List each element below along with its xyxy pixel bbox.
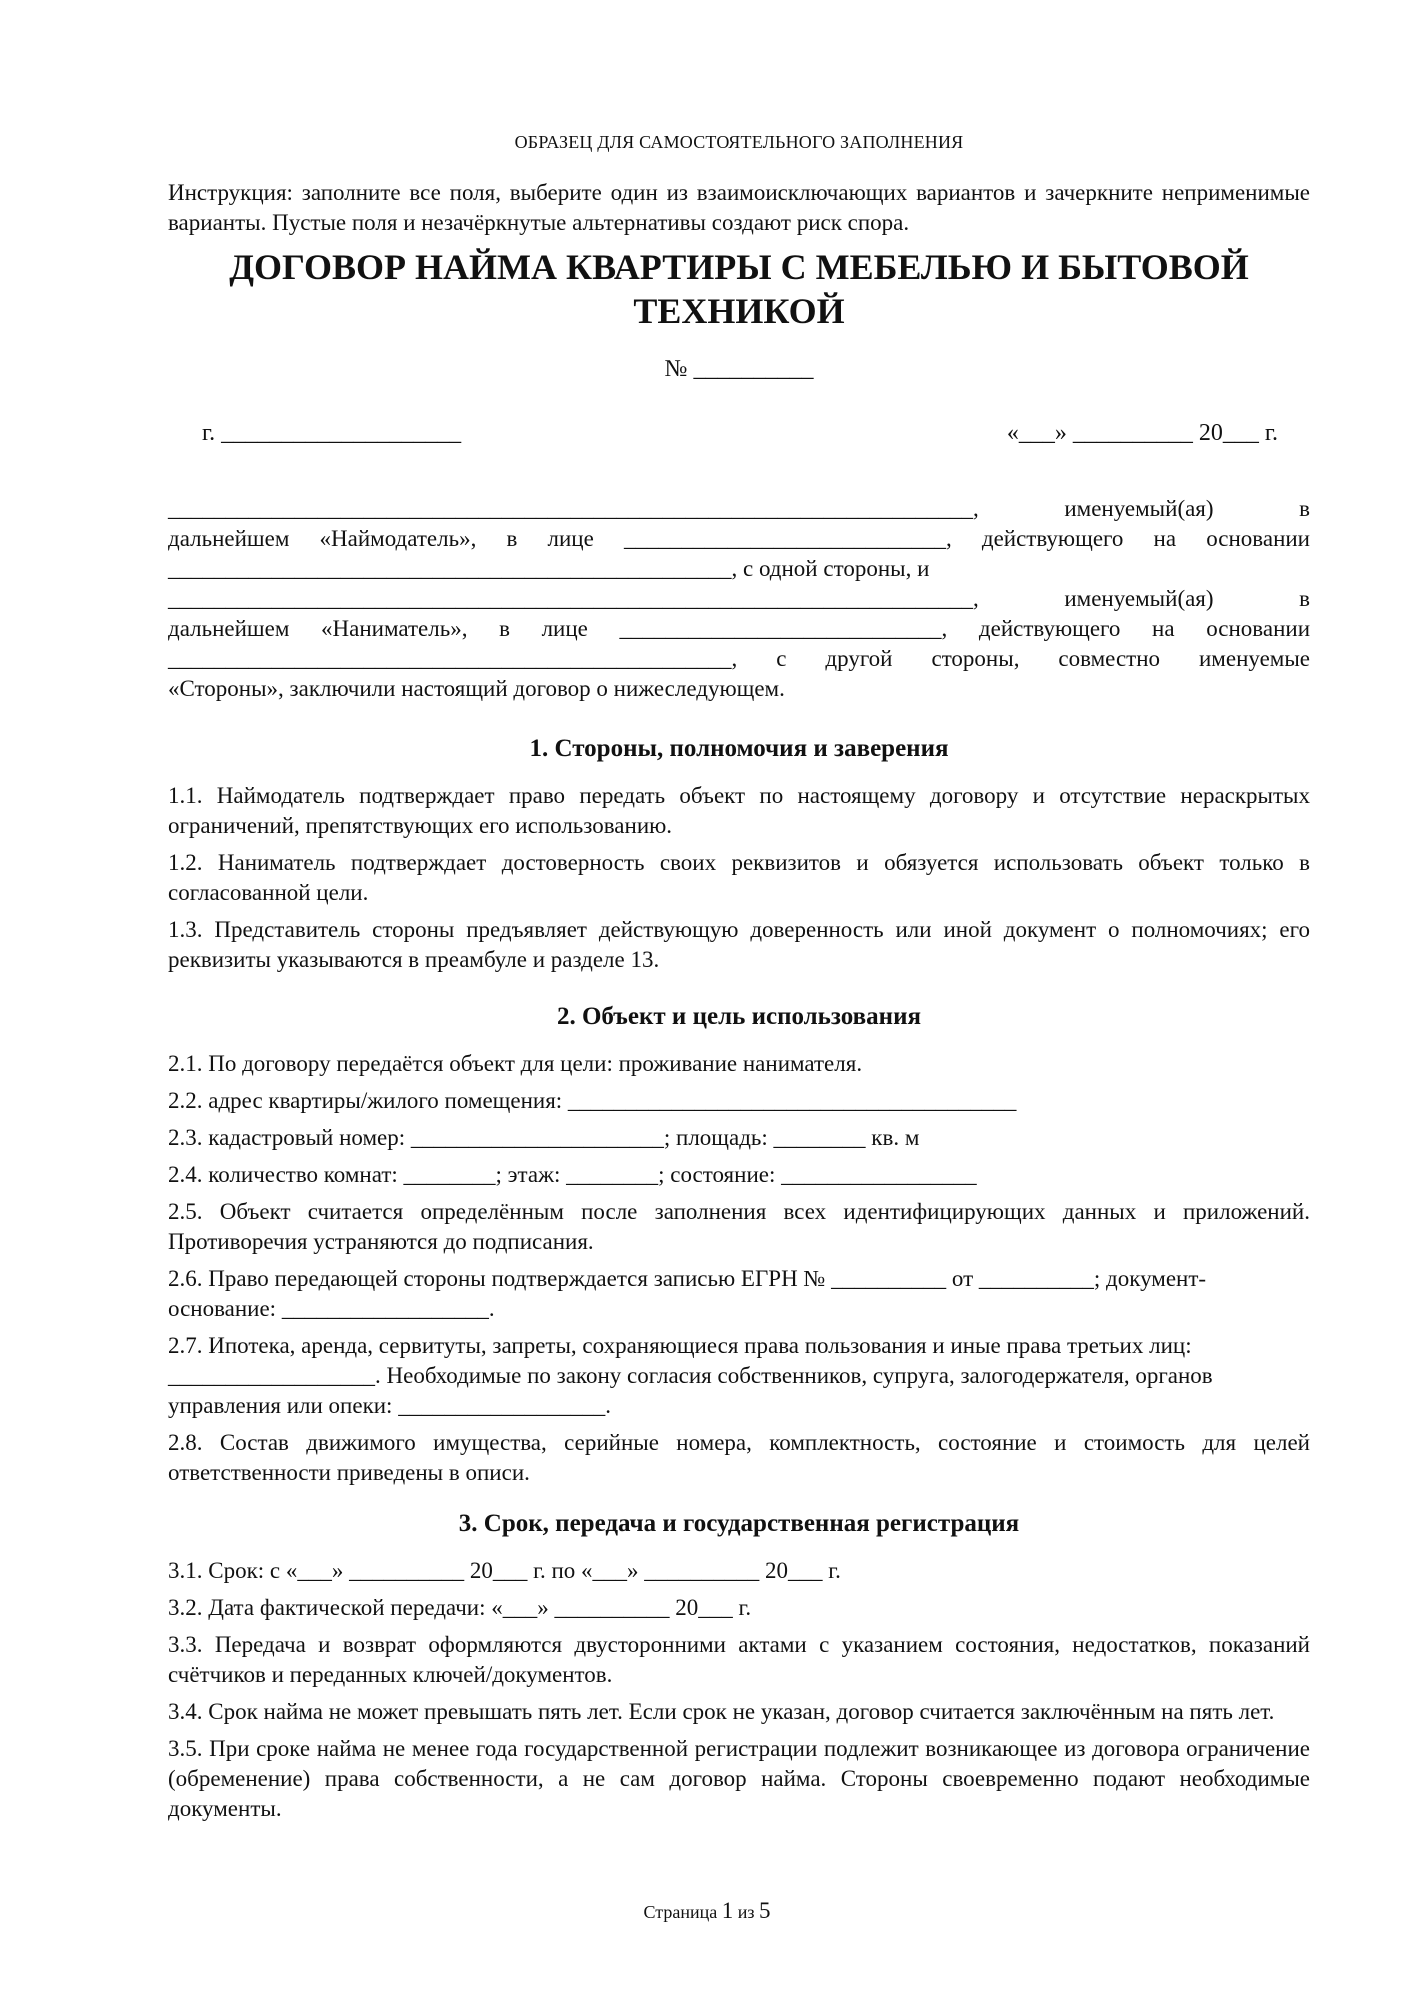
page-label: Страница xyxy=(643,1902,718,1922)
section-3 xyxy=(168,1508,1310,1831)
document-title: ДОГОВОР НАЙМА КВАРТИРЫ С МЕБЕЛЬЮ И БЫТОВОЙ ТЕХНИКОЙ xyxy=(229,247,1249,331)
clause-2-6: 2.6. Право передающей стороны подтверждается записью ЕГРН № __________ от __________; документ-основание: __________________. xyxy=(168,1266,1207,1321)
clause-2-2: 2.2. адрес квартиры/жилого помещения: _______________________________________ xyxy=(168,1088,1017,1113)
page-total: 5 xyxy=(758,1898,771,1923)
preamble-line: ______________________________________________________________________, именуемый(ая) в xyxy=(168,586,1310,611)
section-title: 2. Объект и цель использования xyxy=(556,1003,921,1030)
section-1 xyxy=(168,733,1310,982)
clause-1-2: 1.2. Наниматель подтверждает достоверность своих реквизитов и обязуется использовать объект только в согласованной цели. xyxy=(168,850,1310,905)
section-title: 3. Срок, передача и государственная регистрация xyxy=(458,1510,1020,1537)
page-footer xyxy=(0,1898,1414,1924)
preamble-line: _________________________________________________, с другой стороны, совместно именуемые xyxy=(168,646,1310,671)
clause-2-5: 2.5. Объект считается определённым после заполнения всех идентифицирующих данных и приложений. Противоречия устраняются до подписания. xyxy=(168,1199,1310,1254)
city-field: г. ____________________ xyxy=(202,420,462,446)
clause-3-4: 3.4. Срок найма не может превышать пять лет. Если срок не указан, договор считается заключённым на пять лет. xyxy=(168,1699,1275,1724)
preamble xyxy=(168,494,1310,704)
section-title: 1. Стороны, полномочия и заверения xyxy=(529,735,949,762)
clause-1-3: 1.3. Представитель стороны предъявляет действующую доверенность или иной документ о полномочиях; его реквизиты указываются в преамбуле и разделе 13. xyxy=(168,917,1310,972)
page-of: из xyxy=(737,1902,755,1922)
clause-3-2: 3.2. Дата фактической передачи: «___» __________ 20___ г. xyxy=(168,1595,752,1620)
clause-3-1: 3.1. Срок: с «___» __________ 20___ г. по «___» __________ 20___ г. xyxy=(168,1558,841,1583)
clause-2-7: 2.7. Ипотека, аренда, сервитуты, запреты, сохраняющиеся права пользования и иные права третьих лиц: __________________. Необходимые по закону согласия собственников, супруга, залогодержателя, органов управления или опеки: __________________. xyxy=(168,1333,1213,1418)
clause-2-3: 2.3. кадастровый номер: ______________________; площадь: ________ кв. м xyxy=(168,1125,920,1150)
preamble-line: ______________________________________________________________________, именуемый(ая) в xyxy=(168,496,1310,521)
sample-note: ОБРАЗЕЦ ДЛЯ САМОСТОЯТЕЛЬНОГО ЗАПОЛНЕНИЯ xyxy=(514,132,964,152)
clause-3-5: 3.5. При сроке найма не менее года государственной регистрации подлежит возникающее из договора ограничение (обременение) права собственности, а не сам договор найма. Стороны своевременно подают необходимые документы. xyxy=(168,1736,1310,1821)
preamble-line: _________________________________________________, с одной стороны, и xyxy=(168,556,930,581)
clause-2-1: 2.1. По договору передаётся объект для цели: проживание нанимателя. xyxy=(168,1051,863,1076)
instruction-text: Инструкция: заполните все поля, выберите один из взаимоисключающих вариантов и зачеркните неприменимые варианты. Пустые поля и незачёркнутые альтернативы создают риск спора. xyxy=(168,180,1310,235)
section-2 xyxy=(168,1001,1310,1495)
preamble-line: дальнейшем «Наймодатель», в лице ____________________________, действующего на основании xyxy=(168,526,1310,551)
clause-2-8: 2.8. Состав движимого имущества, серийные номера, комплектность, состояние и стоимость для целей ответственности приведены в описи. xyxy=(168,1430,1310,1485)
clause-2-4: 2.4. количество комнат: ________; этаж: ________; состояние: _________________ xyxy=(168,1162,977,1187)
date-field: «___» __________ 20___ г. xyxy=(1006,420,1278,446)
page-number: 1 xyxy=(721,1898,734,1923)
contract-number: № __________ xyxy=(664,356,814,382)
clause-1-1: 1.1. Наймодатель подтверждает право передать объект по настоящему договору и отсутствие нераскрытых ограничений, препятствующих его использованию. xyxy=(168,783,1310,838)
preamble-line: дальнейшем «Наниматель», в лице ____________________________, действующего на основании xyxy=(168,616,1310,641)
clause-3-3: 3.3. Передача и возврат оформляются двусторонними актами с указанием состояния, недостатков, показаний счётчиков и переданных ключей/документов. xyxy=(168,1632,1310,1687)
preamble-line: «Стороны», заключили настоящий договор о нижеследующем. xyxy=(168,676,785,701)
